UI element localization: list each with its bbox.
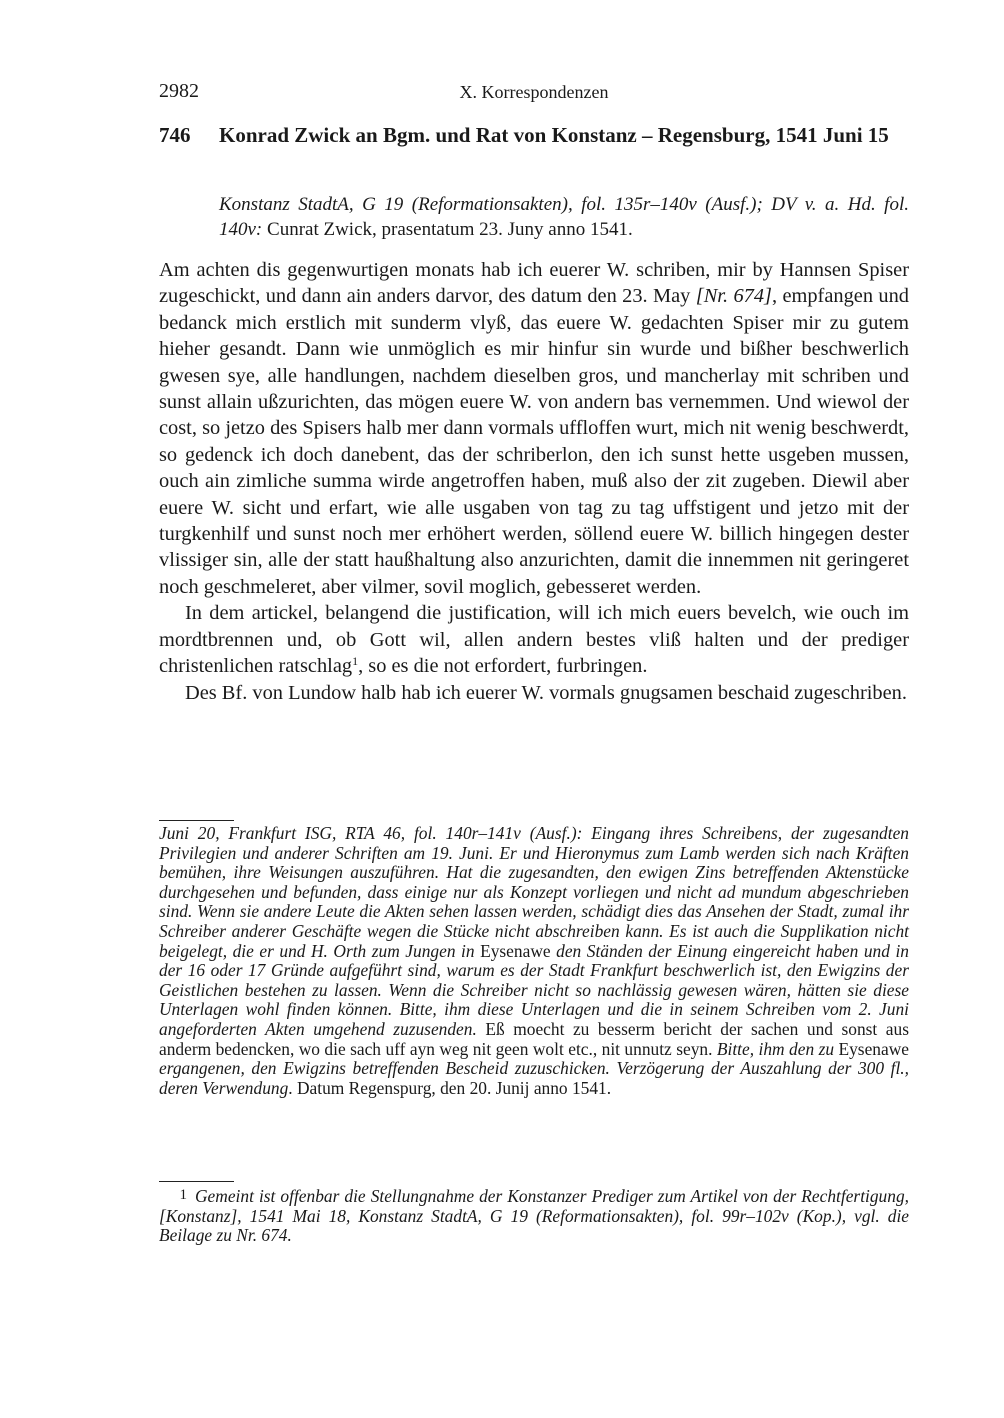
footnote-divider — [159, 820, 234, 821]
footnote-divider — [159, 1181, 234, 1182]
letter-body — [159, 257, 909, 706]
running-head — [159, 80, 909, 106]
document-heading — [159, 122, 909, 149]
footnote-1 — [159, 1186, 909, 1246]
source-note — [219, 192, 909, 242]
footnote-marker: 1 — [179, 1187, 187, 1203]
source-archive-reference: Konstanz StadtA, G 19 (Reformationsakten), fol. 135r–140v (Ausf.); DV v. a. Hd. fol. 140v: — [219, 194, 909, 240]
paragraph-2: In dem artickel, belangend die justification, will ich mich euers bevelch, wie ouch im mordtbrennen und, ob Gott wil, allen andern bestes vliß halten und der prediger christenlichen ratschlag$^1$, so es die not erfordert, furbringen. — [159, 602, 909, 678]
section-title: X. Korrespondenzen — [459, 82, 609, 102]
cross-reference: [Nr. 674] — [695, 285, 772, 308]
footnote-reference: 1 — [352, 654, 359, 669]
paragraph-3: Des Bf. von Lundow halb hab ich euerer W. vormals gnugsamen beschaid zugeschriben. — [185, 681, 907, 704]
paragraph-1: Am achten dis gegenwurtigen monats hab ich euerer W. schriben, mir by Hannsen Spiser zugeschickt, und dann ain anders darvor, des datum den 23. May [Nr. 674], empfangen und bedanck mich erstlich mit sunderm vlyß, das euere W. gedachten Spiser mir zu gutem hieher gesandt. Dann wie unmöglich es mir hinfur sin wurde und bißher beschwerlich gwesen sye, alle handlungen, nachdem dieselben gros, und mancherlay mit schriben und sunst allain ußzurichten, das mögen euere W. von andern bas vernemmen. Und wiewol der cost, so jetzo des Spisers halb mer dann vormals uffloffen wurt, mich nit wenig beschwerdt, so gedenck ich doch danebent, das der schriberlon, den ich sunst hette usgeben mussen, ouch ain zimliche summa wirde angetroffen haben, muß also der zit zugeben. Diewil aber euere W. sicht und erfart, wie alle usgaben von tag zu tag uffstigent und jetzo mit der turgkenhilf und sunst noch mer erhöhert werden, söllend euere W. billich hingegen dester vlissiger sin, alle der statt haußhaltung also anzurichten, damit die innemmen nit geringeret noch geschmeleret, aber vilmer, sovil moglich, gebesseret werden. — [159, 259, 909, 598]
page-number: 2982 — [159, 80, 199, 102]
document-number: 746 — [159, 123, 191, 147]
source-endorsement: Cunrat Zwick, prasentatum 23. Juny anno 1541. — [262, 219, 633, 240]
footnote-text: Gemeint ist offenbar die Stellungnahme der Konstanzer Prediger zum Artikel von der Rechtfertigung, [Konstanz], 1541 Mai 18, Konstanz StadtA, G 19 (Reformationsakten), fol. 99r–102v (Kop.), vgl. die Beilage zu Nr. 674. — [159, 1186, 909, 1246]
document-title: Konrad Zwick an Bgm. und Rat von Konstanz – Regensburg, 1541 Juni 15 — [219, 123, 889, 147]
continuation-note: Juni 20, Frankfurt ISG, RTA 46, fol. 140r–141v (Ausf.): Eingang ihres Schreibens, der zugesandten Privilegien und anderer Schriften am 19. Juni. Er und Hieronymus zum Lamb werden sich nach Kräften bemühen, ihre Weisungen auszuführen. Hat die zugesandten, den ewigen Zins betreffenden Aktenstücke durchgesehen und befunden, dass einige nur als Konzept vorliegen und nicht ad mundum abgeschrieben sind. Wenn sie andere Leute die Akten sehen lassen werden, schädigt dies das Ansehen der Stadt, zumal ihr Schreiber anderer Geschäfte wegen die Stücke nicht abschreiben kann. Es ist auch die Supplikation nicht beigelegt, die er und H. Orth zum Jungen in Eysenawe den Ständen der Einung eingereicht haben und in der 16 oder 17 Gründe aufgeführt sind, warum es der Stadt Frankfurt beschwerlich ist, den Ewigzins der Geistlichen bestehen zu lassen. Wenn die Schreiber nicht so nachlässig gewesen wären, hätten sie diese Unterlagen wohl finden können. Bitte, ihm diese Unterlagen und die in seinem Schreiben vom 2. Juni angeforderten Akten umgehend zuzusenden. Eß moecht zu besserm bericht der sachen und sonst aus anderm bedencken, wo die sach uff ayn weg nit geen wolt etc., nit unnutz seyn. Bitte, ihm den zu Eysenawe ergangenen, den Ewigzins betreffenden Bescheid zuzuschicken. Verzögerung der Auszahlung der 300 fl., deren Verwendung. Datum Regenspurg, den 20. Junij anno 1541. — [159, 823, 909, 1098]
